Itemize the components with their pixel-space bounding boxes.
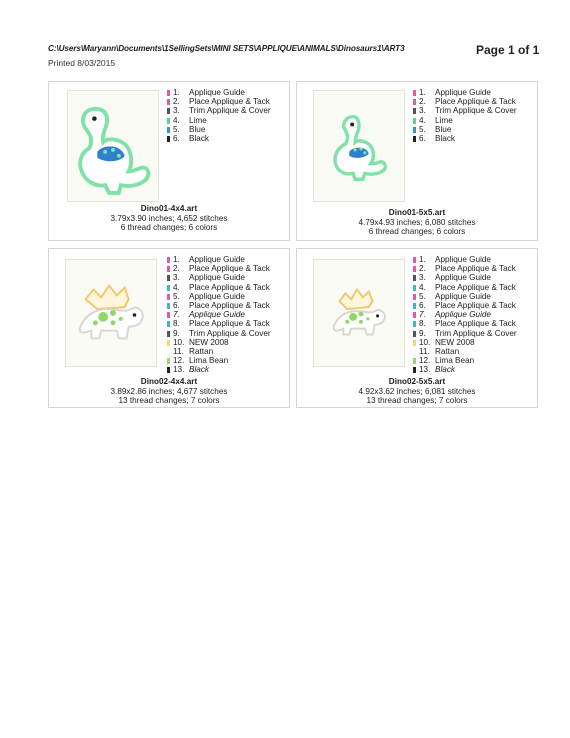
thread-color-item: 6. Place Applique & Tack <box>167 301 271 310</box>
design-thread-changes: 6 thread changes; 6 colors <box>368 227 466 237</box>
color-swatch <box>413 285 416 291</box>
thread-color-item: 7. Applique Guide <box>413 310 517 319</box>
stegosaurus-applique-image <box>314 260 404 366</box>
color-swatch <box>167 108 170 114</box>
design-caption <box>347 208 487 237</box>
thread-color-item: 6. Black <box>413 134 517 143</box>
color-swatch <box>167 331 170 337</box>
design-preview-dino01-4x4 <box>67 90 159 202</box>
thread-color-item: 2. Place Applique & Tack <box>413 97 517 106</box>
design-thread-changes: 13 thread changes; 7 colors <box>118 396 220 406</box>
color-swatch <box>413 367 416 373</box>
thread-color-item: 5. Applique Guide <box>167 292 271 301</box>
thread-color-list <box>167 255 271 374</box>
thread-color-item: 4. Place Applique & Tack <box>167 283 271 292</box>
color-swatch <box>413 118 416 124</box>
color-swatch <box>167 321 170 327</box>
color-swatch <box>167 90 170 96</box>
thread-color-item: 2. Place Applique & Tack <box>413 264 517 273</box>
design-size-stitches: 4.92x3.62 inches; 6,081 stitches <box>358 386 476 396</box>
color-swatch <box>413 275 416 281</box>
color-swatch <box>167 127 170 133</box>
color-swatch <box>167 275 170 281</box>
thread-color-item: 11. Rattan <box>413 347 517 356</box>
color-swatch <box>413 340 416 346</box>
design-thread-changes: 13 thread changes; 7 colors <box>366 396 468 406</box>
design-size-stitches: 3.89x2.86 inches; 4,677 stitches <box>110 386 228 396</box>
design-filename: Dino01-5x5.art <box>388 208 446 217</box>
color-swatch <box>167 118 170 124</box>
color-swatch <box>167 99 170 105</box>
color-swatch <box>413 349 416 355</box>
design-caption <box>99 377 239 406</box>
stegosaurus-applique-image <box>66 260 156 366</box>
color-swatch <box>167 266 170 272</box>
thread-color-item: 1. Applique Guide <box>413 88 517 97</box>
thread-color-item: 12. Lima Bean <box>167 356 271 365</box>
thread-color-list <box>413 255 517 374</box>
thread-color-item: 1. Applique Guide <box>413 255 517 264</box>
color-swatch <box>413 266 416 272</box>
design-caption <box>347 377 487 406</box>
color-swatch <box>167 367 170 373</box>
page-number: Page 1 of 1 <box>476 43 540 57</box>
thread-color-item: 2. Place Applique & Tack <box>167 97 271 106</box>
color-swatch <box>413 312 416 318</box>
thread-color-item: 13. Black <box>413 365 517 374</box>
color-swatch <box>167 358 170 364</box>
color-swatch <box>167 340 170 346</box>
design-card-dino01-4x4 <box>48 81 290 241</box>
thread-color-item: 3. Applique Guide <box>167 273 271 282</box>
color-swatch <box>413 90 416 96</box>
color-swatch <box>413 257 416 263</box>
thread-color-item: 5. Blue <box>167 125 271 134</box>
color-swatch <box>167 136 170 142</box>
thread-color-item: 13. Black <box>167 365 271 374</box>
design-filename: Dino01-4x4.art <box>140 204 198 213</box>
thread-color-item: 4. Lime <box>167 116 271 125</box>
file-path: C:\Users\Maryann\Documents\1SellingSets\MINI SETS\APPLIQUE\ANIMALS\Dinosaurs1\ART3 <box>48 44 405 53</box>
design-size-stitches: 3.79x3.90 inches; 4,652 stitches <box>110 213 228 223</box>
thread-color-item: 8. Place Applique & Tack <box>413 319 517 328</box>
design-caption <box>99 204 239 233</box>
thread-color-item: 6. Place Applique & Tack <box>413 301 517 310</box>
thread-color-item: 9. Trim Applique & Cover <box>167 329 271 338</box>
color-swatch <box>167 257 170 263</box>
thread-color-item: 5. Applique Guide <box>413 292 517 301</box>
thread-color-item: 4. Place Applique & Tack <box>413 283 517 292</box>
thread-color-item: 12. Lima Bean <box>413 356 517 365</box>
design-filename: Dino02-4x4.art <box>140 377 198 386</box>
dinosaur-applique-image <box>68 91 158 201</box>
color-swatch <box>413 331 416 337</box>
dinosaur-applique-image <box>314 91 404 201</box>
color-swatch <box>167 312 170 318</box>
color-swatch <box>167 294 170 300</box>
design-thread-changes: 6 thread changes; 6 colors <box>120 223 218 233</box>
thread-color-item: 10. NEW 2008 <box>167 338 271 347</box>
color-swatch <box>167 285 170 291</box>
color-swatch <box>167 349 170 355</box>
thread-color-item: 1. Applique Guide <box>167 255 271 264</box>
color-swatch <box>413 321 416 327</box>
thread-color-list <box>167 88 271 143</box>
thread-color-item: 6. Black <box>167 134 271 143</box>
thread-color-item: 3. Trim Applique & Cover <box>413 106 517 115</box>
color-swatch <box>413 108 416 114</box>
color-swatch <box>167 303 170 309</box>
color-swatch <box>413 294 416 300</box>
thread-color-item: 10. NEW 2008 <box>413 338 517 347</box>
thread-color-item: 2. Place Applique & Tack <box>167 264 271 273</box>
thread-color-item: 3. Applique Guide <box>413 273 517 282</box>
thread-color-item: 1. Applique Guide <box>167 88 271 97</box>
printed-date: Printed 8/03/2015 <box>48 58 116 68</box>
design-preview-dino01-5x5 <box>313 90 405 202</box>
color-swatch <box>413 136 416 142</box>
thread-color-list <box>413 88 517 143</box>
design-size-stitches: 4.79x4.93 inches; 6,080 stitches <box>358 217 476 227</box>
design-filename: Dino02-5x5.art <box>388 377 446 386</box>
thread-color-item: 4. Lime <box>413 116 517 125</box>
thread-color-item: 7. Applique Guide <box>167 310 271 319</box>
thread-color-item: 8. Place Applique & Tack <box>167 319 271 328</box>
design-card-dino02-4x4 <box>48 248 290 408</box>
color-swatch <box>413 127 416 133</box>
thread-color-item: 5. Blue <box>413 125 517 134</box>
thread-color-item: 9. Trim Applique & Cover <box>413 329 517 338</box>
color-swatch <box>413 303 416 309</box>
design-card-dino01-5x5 <box>296 81 538 241</box>
thread-color-item: 3. Trim Applique & Cover <box>167 106 271 115</box>
design-preview-dino02-5x5 <box>313 259 405 367</box>
color-swatch <box>413 99 416 105</box>
design-preview-dino02-4x4 <box>65 259 157 367</box>
color-swatch <box>413 358 416 364</box>
thread-color-item: 11. Rattan <box>167 347 271 356</box>
design-card-dino02-5x5 <box>296 248 538 408</box>
